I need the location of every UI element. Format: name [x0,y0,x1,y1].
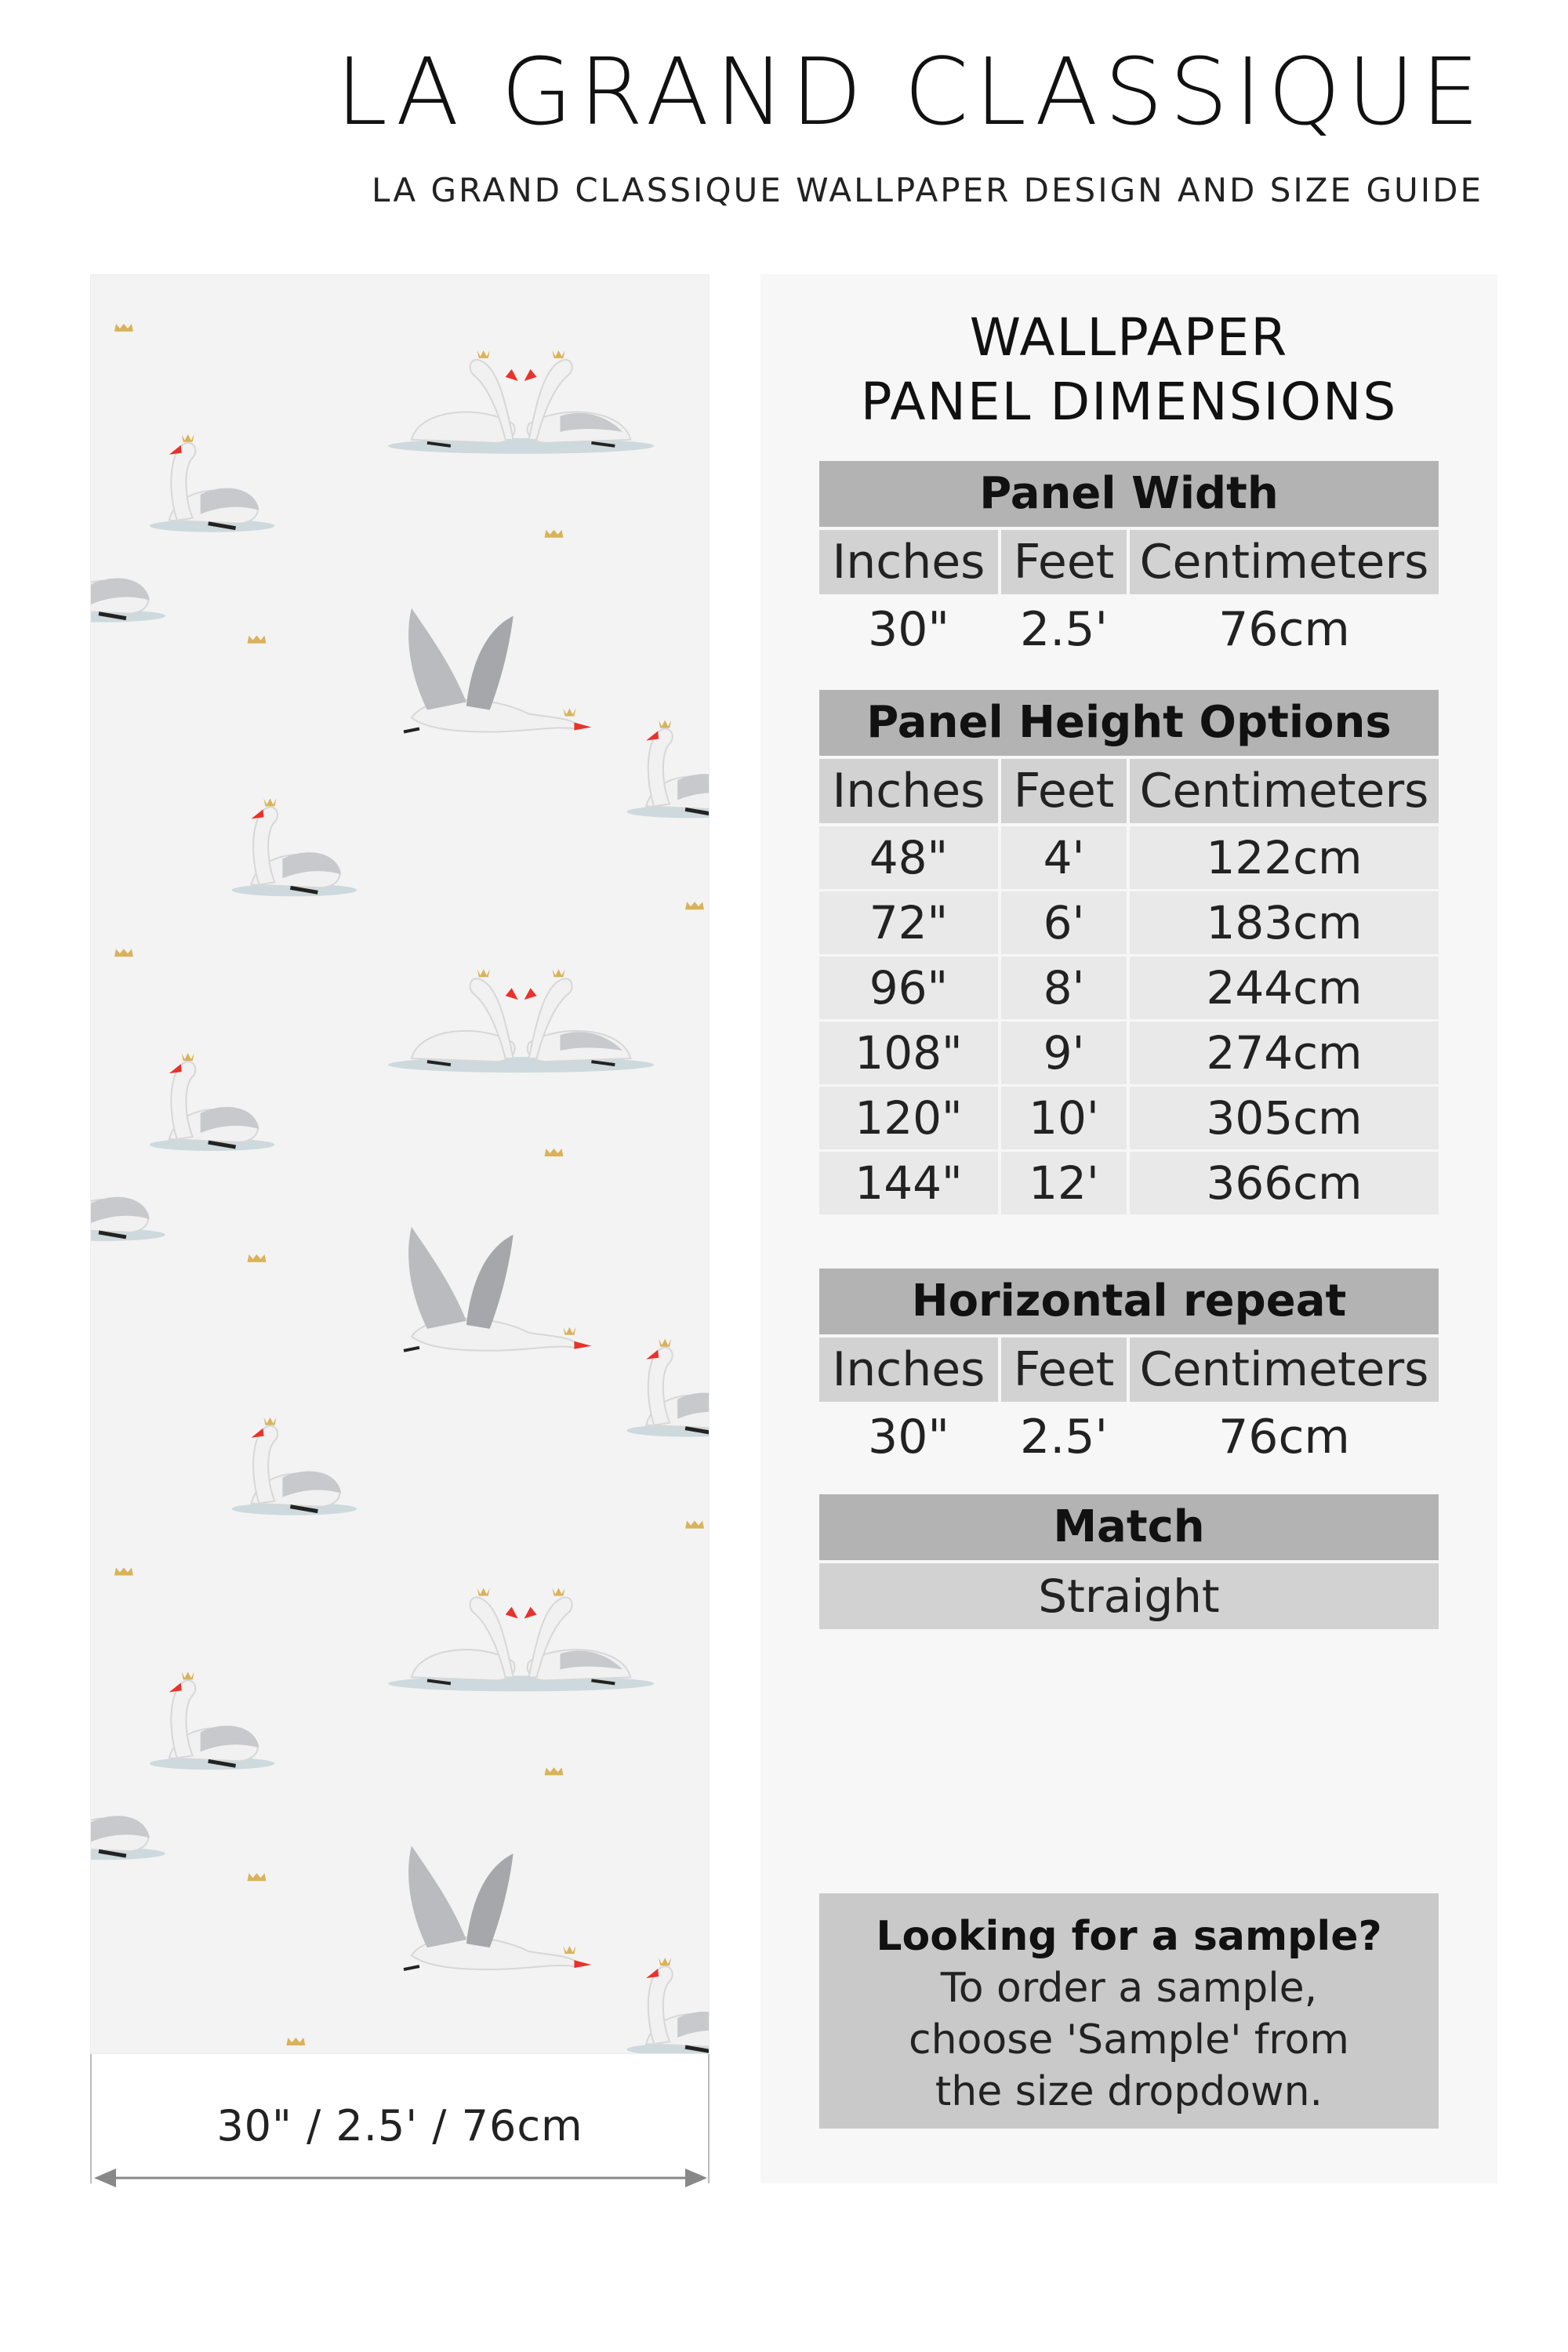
panel-width-label: 30" / 2.5' / 76cm [216,2101,583,2151]
column-header-row: Inches Feet Centimeters [819,1338,1439,1402]
horizontal-repeat-table [819,1269,1439,1472]
column-header-row: Inches Feet Centimeters [819,759,1439,823]
horizontal-repeat-header: Horizontal repeat [819,1269,1439,1334]
table-row: 96" 8' 244cm [819,956,1439,1019]
sample-text: To order a sample, choose 'Sample' from the size dropdown. [909,1965,1349,2115]
column-header-row: Inches Feet Centimeters [819,530,1439,594]
match-table [819,1494,1439,1629]
panel-height-header: Panel Height Options [819,690,1439,756]
panel-width-values: 30" 2.5' 76cm [868,602,1350,657]
table-row: 144" 12' 366cm [819,1152,1439,1214]
swan-pattern [91,275,709,2053]
brand-tagline: LA GRAND CLASSIQUE WALLPAPER DESIGN AND SIZE GUIDE [372,171,1483,209]
match-value: Straight [819,1563,1439,1629]
sample-title: Looking for a sample? [876,1913,1382,1960]
dimensions-panel [760,274,1497,2183]
panel-width-table [819,461,1439,665]
table-row: 48" 4' 122cm [819,826,1439,889]
dimension-arrow-icon [93,2162,709,2194]
dimensions-title: WALLPAPER PANEL DIMENSIONS [860,307,1398,432]
table-row: 108" 9' 274cm [819,1022,1439,1084]
table-row: 72" 6' 183cm [819,891,1439,954]
wallpaper-preview [90,274,710,2054]
brand-title: LA GRAND CLASSIQUE [336,38,1486,146]
panel-height-table [819,690,1439,1217]
table-row: 120" 10' 305cm [819,1087,1439,1149]
panel-width-header: Panel Width [819,461,1439,527]
horizontal-repeat-values: 30" 2.5' 76cm [868,1410,1350,1465]
match-header: Match [819,1494,1439,1560]
sample-info-box [819,1893,1439,2129]
